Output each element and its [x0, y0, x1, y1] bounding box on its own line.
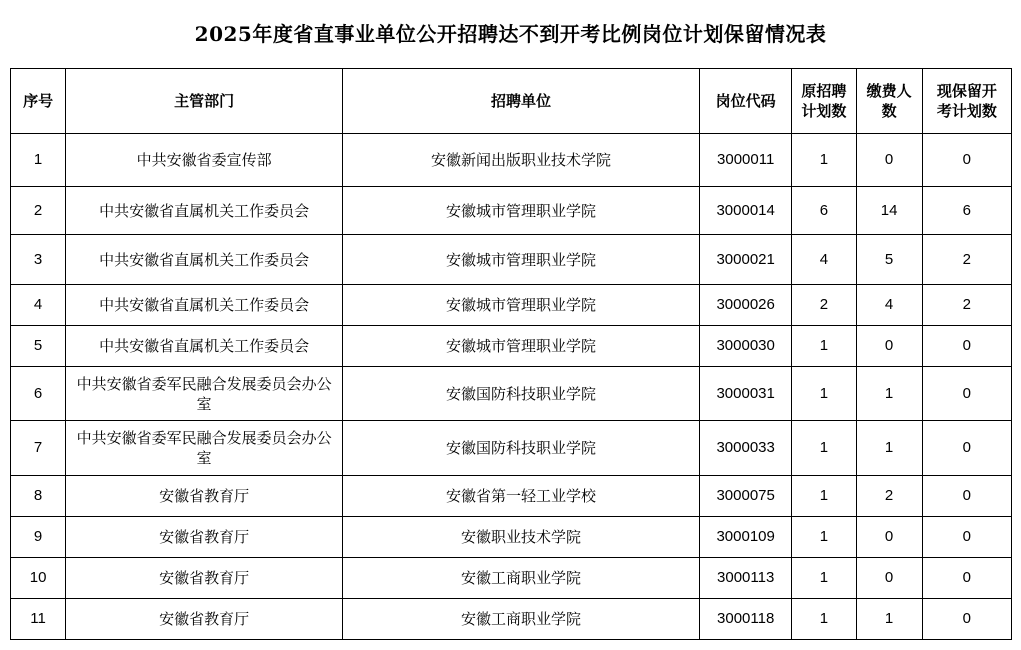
cell-paid: 14	[856, 187, 922, 235]
cell-orig: 6	[792, 187, 856, 235]
cell-orig: 1	[792, 326, 856, 367]
cell-now: 6	[922, 187, 1011, 235]
cell-dept: 中共安徽省直属机关工作委员会	[66, 326, 343, 367]
cell-orig: 2	[792, 285, 856, 326]
header-orig	[792, 69, 856, 134]
cell-orig: 1	[792, 134, 856, 187]
cell-seq: 5	[11, 326, 66, 367]
header-now-line2: 考计划数	[936, 102, 997, 120]
plan-retention-table	[10, 68, 1012, 640]
cell-seq: 6	[11, 367, 66, 421]
cell-unit: 安徽城市管理职业学院	[342, 326, 699, 367]
table-row	[11, 187, 1012, 235]
header-now-line1: 现保留开	[936, 82, 997, 100]
cell-paid: 0	[856, 134, 922, 187]
cell-orig: 1	[792, 476, 856, 517]
cell-unit: 安徽工商职业学院	[342, 599, 699, 640]
header-seq: 序号	[11, 69, 66, 134]
cell-seq: 8	[11, 476, 66, 517]
header-paid-line1: 缴费人	[866, 82, 912, 100]
cell-code: 3000113	[700, 558, 792, 599]
cell-unit: 安徽省第一轻工业学校	[342, 476, 699, 517]
cell-orig: 1	[792, 599, 856, 640]
cell-now: 0	[922, 134, 1011, 187]
cell-code: 3000033	[700, 421, 792, 476]
cell-dept: 安徽省教育厅	[66, 476, 343, 517]
cell-now: 0	[922, 476, 1011, 517]
document-title: 2025年度省直事业单位公开招聘达不到开考比例岗位计划保留情况表	[194, 22, 827, 46]
table-row	[11, 285, 1012, 326]
table-row	[11, 367, 1012, 421]
cell-now: 0	[922, 367, 1011, 421]
header-unit: 招聘单位	[342, 69, 699, 134]
header-now	[922, 69, 1011, 134]
cell-paid: 1	[856, 421, 922, 476]
cell-dept: 安徽省教育厅	[66, 517, 343, 558]
cell-unit: 安徽城市管理职业学院	[342, 187, 699, 235]
cell-paid: 0	[856, 517, 922, 558]
cell-now: 0	[922, 421, 1011, 476]
table-row	[11, 558, 1012, 599]
cell-dept: 中共安徽省直属机关工作委员会	[66, 187, 343, 235]
cell-seq: 10	[11, 558, 66, 599]
cell-dept: 安徽省教育厅	[66, 599, 343, 640]
header-paid-line2: 数	[881, 102, 897, 120]
table-row	[11, 326, 1012, 367]
cell-unit: 安徽新闻出版职业技术学院	[342, 134, 699, 187]
cell-dept: 中共安徽省直属机关工作委员会	[66, 285, 343, 326]
cell-orig: 1	[792, 558, 856, 599]
cell-paid: 0	[856, 326, 922, 367]
cell-unit: 安徽城市管理职业学院	[342, 285, 699, 326]
cell-seq: 1	[11, 134, 66, 187]
cell-code: 3000031	[700, 367, 792, 421]
cell-code: 3000026	[700, 285, 792, 326]
header-code: 岗位代码	[700, 69, 792, 134]
cell-code: 3000075	[700, 476, 792, 517]
cell-orig: 1	[792, 421, 856, 476]
cell-dept: 中共安徽省委军民融合发展委员会办公室	[66, 367, 343, 421]
table-body	[11, 134, 1012, 640]
cell-now: 2	[922, 235, 1011, 285]
cell-unit: 安徽工商职业学院	[342, 558, 699, 599]
cell-dept: 安徽省教育厅	[66, 558, 343, 599]
cell-paid: 4	[856, 285, 922, 326]
header-paid	[856, 69, 922, 134]
cell-seq: 11	[11, 599, 66, 640]
cell-code: 3000030	[700, 326, 792, 367]
cell-now: 2	[922, 285, 1011, 326]
table-row	[11, 476, 1012, 517]
cell-unit: 安徽国防科技职业学院	[342, 367, 699, 421]
cell-orig: 1	[792, 517, 856, 558]
cell-now: 0	[922, 558, 1011, 599]
cell-code: 3000011	[700, 134, 792, 187]
table-row	[11, 517, 1012, 558]
cell-dept: 中共安徽省直属机关工作委员会	[66, 235, 343, 285]
cell-dept: 中共安徽省委军民融合发展委员会办公室	[66, 421, 343, 476]
cell-seq: 2	[11, 187, 66, 235]
cell-orig: 4	[792, 235, 856, 285]
header-orig-line1: 原招聘	[801, 82, 847, 100]
cell-now: 0	[922, 599, 1011, 640]
cell-paid: 5	[856, 235, 922, 285]
cell-seq: 4	[11, 285, 66, 326]
table-row	[11, 421, 1012, 476]
table-header-row	[11, 69, 1012, 134]
cell-seq: 3	[11, 235, 66, 285]
cell-code: 3000118	[700, 599, 792, 640]
cell-now: 0	[922, 517, 1011, 558]
cell-code: 3000014	[700, 187, 792, 235]
cell-paid: 2	[856, 476, 922, 517]
cell-unit: 安徽国防科技职业学院	[342, 421, 699, 476]
cell-paid: 1	[856, 599, 922, 640]
cell-paid: 0	[856, 558, 922, 599]
cell-seq: 7	[11, 421, 66, 476]
header-dept: 主管部门	[66, 69, 343, 134]
cell-dept: 中共安徽省委宣传部	[66, 134, 343, 187]
table-row	[11, 599, 1012, 640]
cell-seq: 9	[11, 517, 66, 558]
cell-code: 3000109	[700, 517, 792, 558]
header-orig-line2: 计划数	[801, 102, 847, 120]
cell-paid: 1	[856, 367, 922, 421]
cell-now: 0	[922, 326, 1011, 367]
table-row	[11, 235, 1012, 285]
cell-unit: 安徽职业技术学院	[342, 517, 699, 558]
cell-orig: 1	[792, 367, 856, 421]
table-row	[11, 134, 1012, 187]
cell-code: 3000021	[700, 235, 792, 285]
cell-unit: 安徽城市管理职业学院	[342, 235, 699, 285]
